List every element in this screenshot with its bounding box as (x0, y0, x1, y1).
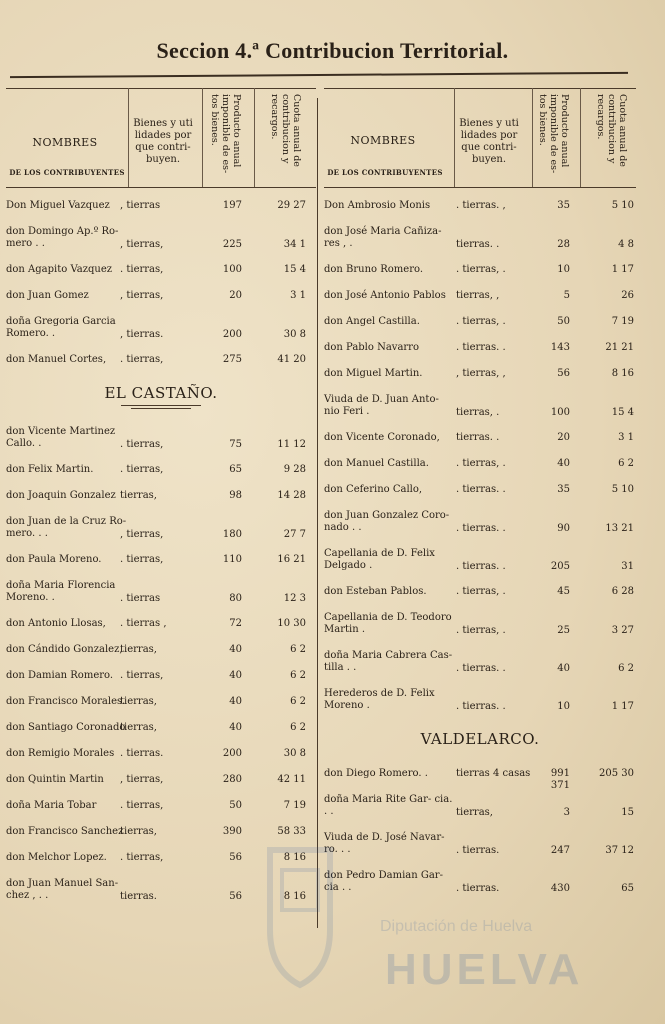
producto-cell: 25 (557, 625, 570, 636)
cuota-cell: 13 21 (605, 523, 634, 534)
producto-cell: 75 (229, 439, 242, 450)
watermark-subtitle: Diputación de Huelva (380, 918, 533, 935)
section-heading (6, 384, 316, 409)
header-cuota: Cuota anual de contribucion y recargos. (269, 94, 302, 167)
bienes-cell: . tierras. (456, 845, 500, 856)
cuota-cell: 5 10 (611, 200, 634, 211)
bienes-cell: . tierras. . (456, 663, 506, 674)
bienes-cell: , tierras, (120, 239, 164, 250)
cuota-cell: 15 4 (283, 264, 306, 275)
ledger-row (324, 484, 636, 498)
producto-cell: 80 (229, 593, 242, 604)
bienes-cell: , tierras, (120, 290, 164, 301)
producto-cell: 35 (557, 484, 570, 495)
contributor-name: don Ceferino Callo, (324, 484, 423, 495)
bienes-cell: tierras, (456, 807, 493, 818)
producto-cell: 10 (557, 701, 570, 712)
contributor-name: Capellania de D. Teodoro Martin . (324, 612, 452, 635)
contributor-name: don José Antonio Pablos (324, 290, 446, 301)
ledger-row (324, 290, 636, 304)
producto-cell: 205 (550, 561, 570, 572)
contributor-name: don Miguel Martin. (324, 368, 423, 379)
contributor-name: don Bruno Romero. (324, 264, 424, 275)
contributor-name: Viuda de D. José Navar- ro. . . (324, 832, 445, 855)
producto-cell: 20 (557, 432, 570, 443)
contributor-name: don Juan Gonzalez Coro- nado . . (324, 510, 450, 533)
contributor-name: doña Gregoria Garcia Romero. . (6, 316, 116, 339)
producto-cell: 991 371 (550, 768, 570, 791)
bienes-cell: . tierras, . (456, 264, 506, 275)
contributor-name: don Cándido Gonzalez, (6, 644, 123, 655)
contributor-name: don Angel Castilla. (324, 316, 420, 327)
section-title: VALDELARCO. (420, 730, 540, 748)
page-title: Seccion 4.ª Contribucion Territorial. (156, 38, 509, 63)
producto-cell: 40 (229, 670, 242, 681)
contributor-name: don Juan Manuel San- chez , . . (6, 878, 119, 901)
producto-cell: 110 (222, 554, 242, 565)
ledger-row (6, 354, 316, 368)
cuota-cell: 205 30 (599, 768, 634, 779)
section-underline (121, 405, 201, 406)
bienes-cell: . tierras, (120, 354, 164, 365)
producto-cell: 3 (563, 807, 570, 818)
bienes-cell: . tierras, (120, 852, 164, 863)
bienes-cell: . tierras. , (456, 200, 506, 211)
cuota-cell: 41 20 (277, 354, 306, 365)
cuota-cell: 8 16 (283, 891, 306, 902)
column-divider (317, 98, 318, 928)
cuota-cell: 7 19 (283, 800, 306, 811)
cuota-cell: 6 2 (290, 644, 306, 655)
cuota-cell: 12 3 (283, 593, 306, 604)
right-column (324, 88, 636, 894)
bienes-cell: tierras, (120, 722, 157, 733)
section-title: EL CASTAÑO. (104, 384, 218, 402)
contributor-name: doña Maria Rite Gar- cia. . . (324, 794, 453, 817)
ledger-row (6, 516, 316, 542)
producto-cell: 45 (557, 586, 570, 597)
bienes-cell: . tierras (120, 593, 161, 604)
bienes-cell: . tierras, . (456, 586, 506, 597)
producto-cell: 50 (557, 316, 570, 327)
contributor-name: don Pedro Damian Gar- cia . . (324, 870, 443, 893)
ledger-row (324, 432, 636, 446)
cuota-cell: 42 11 (277, 774, 306, 785)
contributor-name: don Francisco Morales. (6, 696, 126, 707)
bienes-cell: , tierras (120, 200, 161, 211)
bienes-cell: . tierras, . (456, 458, 506, 469)
contributor-name: Don Ambrosio Monis (324, 200, 431, 211)
cuota-cell: 15 (621, 807, 634, 818)
producto-cell: 56 (229, 891, 242, 902)
contributor-name: don Esteban Pablos. (324, 586, 427, 597)
contributor-name: don Remigio Morales (6, 748, 115, 759)
bienes-cell: . tierras, (120, 264, 164, 275)
contributor-name: don José Maria Cañiza- res , . (324, 226, 442, 249)
cuota-cell: 11 12 (277, 439, 306, 450)
bienes-cell: . tierras. . (456, 561, 506, 572)
contributor-name: don Agapito Vazquez (6, 264, 113, 275)
producto-cell: 197 (222, 200, 242, 211)
ledger-row (324, 650, 636, 676)
producto-cell: 10 (557, 264, 570, 275)
producto-cell: 247 (550, 845, 570, 856)
cuota-cell: 3 1 (618, 432, 634, 443)
cuota-cell: 10 30 (277, 618, 306, 629)
contributor-name: don Domingo Ap.º Ro- mero . . (6, 226, 119, 249)
cuota-cell: 58 33 (277, 826, 306, 837)
producto-cell: 40 (229, 644, 242, 655)
producto-cell: 72 (229, 618, 242, 629)
producto-cell: 275 (222, 354, 242, 365)
cuota-cell: 27 7 (283, 529, 306, 540)
bienes-cell: , tierras, , (456, 368, 506, 379)
header-cuota: Cuota anual de contribucion y recargos. (595, 94, 628, 167)
producto-cell: 430 (550, 883, 570, 894)
contributor-name: don Antonio Llosas, (6, 618, 106, 629)
header-producto: Producto anual imponible de es- tos bienes. (209, 94, 242, 174)
contributor-name: doña Maria Cabrera Cas- tilla . . (324, 650, 453, 673)
producto-cell: 40 (229, 722, 242, 733)
cuota-cell: 5 10 (611, 484, 634, 495)
ledger-row (324, 394, 636, 420)
bienes-cell: tierras, . (456, 407, 500, 418)
bienes-cell: , tierras, (120, 529, 164, 540)
contributor-name: don Juan de la Cruz Ro- mero. . . (6, 516, 127, 539)
bienes-cell: tierras, (120, 490, 157, 501)
producto-cell: 20 (229, 290, 242, 301)
contributor-name: don Santiago Coronado (6, 722, 126, 733)
ledger-row (6, 264, 316, 278)
ledger-row (324, 316, 636, 330)
bienes-cell: . tierras. . (456, 701, 506, 712)
ledger-row (6, 774, 316, 788)
cuota-cell: 6 2 (290, 696, 306, 707)
ledger-row (6, 580, 316, 606)
cuota-cell: 4 8 (618, 239, 634, 250)
producto-cell: 65 (229, 464, 242, 475)
cuota-cell: 26 (621, 290, 634, 301)
left-column (6, 88, 316, 902)
bienes-cell: . tierras, . (456, 625, 506, 636)
cuota-cell: 31 (621, 561, 634, 572)
header-bienes: Bienes y uti lidades por que contri- buyen. (133, 118, 193, 165)
producto-cell: 50 (229, 800, 242, 811)
producto-cell: 100 (550, 407, 570, 418)
producto-cell: 35 (557, 200, 570, 211)
contributor-name: don Paula Moreno. (6, 554, 102, 565)
header-nombres: NOMBRES (350, 134, 416, 147)
ledger-row (6, 644, 316, 658)
cuota-cell: 6 2 (290, 722, 306, 733)
cuota-cell: 29 27 (277, 200, 306, 211)
contributor-name: Viuda de D. Juan Anto- nio Feri . (324, 394, 439, 417)
cuota-cell: 15 4 (611, 407, 634, 418)
producto-cell: 98 (229, 490, 242, 501)
ledger-row (6, 290, 316, 304)
ledger-row (6, 722, 316, 736)
producto-cell: 225 (222, 239, 242, 250)
producto-cell: 40 (557, 663, 570, 674)
producto-cell: 200 (222, 748, 242, 759)
cuota-cell: 14 28 (277, 490, 306, 501)
ledger-row (6, 316, 316, 342)
bienes-cell: tierras. . (456, 432, 500, 443)
producto-cell: 40 (557, 458, 570, 469)
producto-cell: 143 (550, 342, 570, 353)
contributor-name: Capellania de D. Felix Delgado . (324, 548, 435, 571)
ledger-row (324, 548, 636, 574)
ledger-row (324, 342, 636, 356)
section-underline (131, 408, 191, 409)
bienes-cell: . tierras, (120, 800, 164, 811)
bienes-cell: . tierras, . (456, 316, 506, 327)
ledger-row (6, 826, 316, 840)
header-nombres: NOMBRES (32, 136, 98, 149)
bienes-cell: tierras, (120, 644, 157, 655)
contributor-name: don Damian Romero. (6, 670, 114, 681)
ledger-row (6, 554, 316, 568)
header-bienes: Bienes y uti lidades por que contri- buyen. (459, 118, 519, 165)
contributor-name: don Quintin Martin (6, 774, 104, 785)
cuota-cell: 8 16 (283, 852, 306, 863)
cuota-cell: 3 27 (611, 625, 634, 636)
ledger-row (324, 368, 636, 382)
contributor-name: don Manuel Cortes, (6, 354, 107, 365)
cuota-cell: 6 2 (618, 663, 634, 674)
bienes-cell: tierras. . (456, 239, 500, 250)
contributor-name: don Vicente Coronado, (324, 432, 440, 443)
bienes-cell: tierras 4 casas (456, 768, 531, 779)
ledger-row (6, 426, 316, 452)
bienes-cell: , tierras. (120, 329, 164, 340)
ledger-row (324, 688, 636, 714)
ledger-row (324, 200, 636, 214)
bienes-cell: . tierras. (120, 748, 164, 759)
contributor-name: don Felix Martin. (6, 464, 94, 475)
cuota-cell: 1 17 (611, 701, 634, 712)
bienes-cell: tierras, , (456, 290, 500, 301)
cuota-cell: 21 21 (605, 342, 634, 353)
producto-cell: 180 (222, 529, 242, 540)
cuota-cell: 8 16 (611, 368, 634, 379)
ledger-row (324, 612, 636, 638)
cuota-cell: 6 28 (611, 586, 634, 597)
producto-cell: 390 (222, 826, 242, 837)
contributor-name: don Vicente Martinez Callo. . (6, 426, 116, 449)
producto-cell: 280 (222, 774, 242, 785)
producto-cell: 56 (229, 852, 242, 863)
bienes-cell: . tierras , (120, 618, 167, 629)
contributor-name: don Francisco Sanchez (6, 826, 124, 837)
ledger-row (324, 226, 636, 252)
watermark-text: HUELVA (385, 945, 584, 994)
contributor-name: don Diego Romero. . (324, 768, 428, 779)
ledger-row (6, 800, 316, 814)
cuota-cell: 3 1 (290, 290, 306, 301)
ledger-row (324, 794, 636, 820)
ledger-row (6, 464, 316, 478)
cuota-cell: 34 1 (283, 239, 306, 250)
cuota-cell: 9 28 (283, 464, 306, 475)
cuota-cell: 30 8 (283, 329, 306, 340)
header-contribuyentes: DE LOS CONTRIBUYENTES (327, 168, 443, 177)
ledger-row (6, 618, 316, 632)
cuota-cell: 6 2 (290, 670, 306, 681)
bienes-cell: . tierras, (120, 439, 164, 450)
contributor-name: Don Miguel Vazquez (6, 200, 110, 211)
contributor-name: don Pablo Navarro (324, 342, 419, 353)
bienes-cell: . tierras, (120, 464, 164, 475)
left-header (6, 88, 316, 188)
producto-cell: 200 (222, 329, 242, 340)
ledger-row (6, 748, 316, 762)
bienes-cell: tierras, (120, 826, 157, 837)
bienes-cell: . tierras. . (456, 523, 506, 534)
cuota-cell: 37 12 (605, 845, 634, 856)
bienes-cell: . tierras. . (456, 484, 506, 495)
cuota-cell: 1 17 (611, 264, 634, 275)
right-header (324, 88, 636, 188)
ledger-row (6, 226, 316, 252)
bienes-cell: , tierras, (120, 774, 164, 785)
ledger-row (6, 200, 316, 214)
contributor-name: don Manuel Castilla. (324, 458, 429, 469)
bienes-cell: . tierras, (120, 554, 164, 565)
cuota-cell: 65 (621, 883, 634, 894)
ledger-row (324, 264, 636, 278)
bienes-cell: . tierras, (120, 670, 164, 681)
contributor-name: doña Maria Tobar (6, 800, 97, 811)
producto-cell: 5 (563, 290, 570, 301)
header-producto: Producto anual imponible de es- tos bienes. (537, 94, 570, 174)
producto-cell: 90 (557, 523, 570, 534)
section-heading (324, 730, 636, 748)
bienes-cell: . tierras. (456, 883, 500, 894)
contributor-name: don Juan Gomez (6, 290, 89, 301)
header-contribuyentes: DE LOS CONTRIBUYENTES (9, 168, 125, 177)
ledger-row (324, 586, 636, 600)
title-rule (10, 72, 628, 78)
cuota-cell: 6 2 (618, 458, 634, 469)
producto-cell: 100 (222, 264, 242, 275)
ledger-row (6, 670, 316, 684)
ledger-row (324, 510, 636, 536)
cuota-cell: 7 19 (611, 316, 634, 327)
bienes-cell: tierras, (120, 696, 157, 707)
bienes-cell: . tierras. . (456, 342, 506, 353)
producto-cell: 28 (557, 239, 570, 250)
producto-cell: 56 (557, 368, 570, 379)
ledger-row (6, 490, 316, 504)
cuota-cell: 30 8 (283, 748, 306, 759)
contributor-name: doña Maria Florencia Moreno. . (6, 580, 116, 603)
ledger-row (6, 696, 316, 710)
bienes-cell: tierras. (120, 891, 157, 902)
producto-cell: 40 (229, 696, 242, 707)
contributor-name: don Melchor Lopez. (6, 852, 107, 863)
cuota-cell: 16 21 (277, 554, 306, 565)
ledger-row (324, 768, 636, 791)
ledger-row (324, 458, 636, 472)
contributor-name: don Joaquin Gonzalez (6, 490, 116, 501)
contributor-name: Herederos de D. Felix Moreno . (324, 688, 435, 711)
